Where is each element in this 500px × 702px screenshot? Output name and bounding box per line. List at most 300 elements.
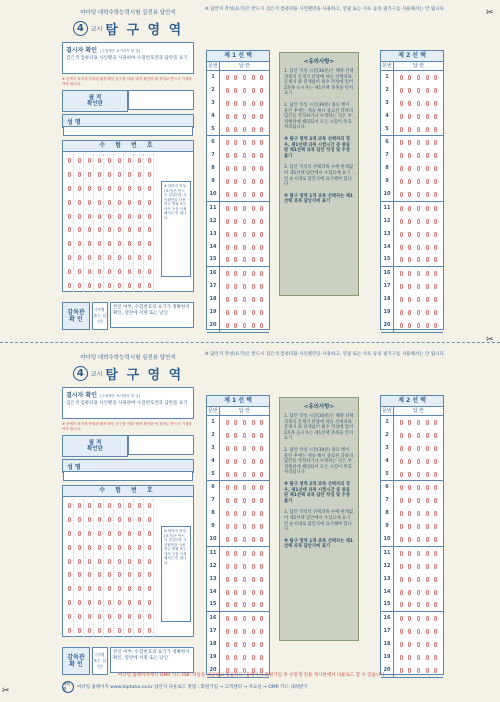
answer-bubble[interactable]: [417, 114, 420, 119]
answer-bubble[interactable]: [226, 101, 229, 106]
answer-bubble[interactable]: [252, 433, 255, 438]
answer-bubble[interactable]: [234, 433, 237, 438]
digit-bubble[interactable]: [128, 269, 131, 274]
digit-bubble[interactable]: [88, 572, 91, 577]
answer-bubble[interactable]: [234, 101, 237, 106]
answer-bubble[interactable]: [400, 485, 403, 490]
digit-bubble[interactable]: [108, 614, 111, 619]
answer-bubble[interactable]: [426, 602, 429, 607]
name-field[interactable]: [62, 114, 194, 128]
answer-bubble[interactable]: [417, 616, 420, 621]
answer-bubble[interactable]: [260, 498, 263, 503]
handwriting-field[interactable]: [128, 435, 194, 455]
digit-bubble[interactable]: [108, 586, 111, 591]
answer-bubble[interactable]: [417, 232, 420, 237]
answer-bubble[interactable]: [260, 297, 263, 302]
digit-bubble[interactable]: [118, 158, 121, 163]
digit-bubble[interactable]: [78, 503, 81, 508]
digit-bubble[interactable]: [68, 600, 71, 605]
digit-bubble[interactable]: [128, 545, 131, 550]
answer-bubble[interactable]: [400, 88, 403, 93]
answer-bubble[interactable]: [434, 551, 437, 556]
answer-bubble[interactable]: [234, 655, 237, 660]
digit-bubble[interactable]: [118, 586, 121, 591]
digit-bubble[interactable]: [98, 628, 101, 633]
answer-bubble[interactable]: [234, 446, 237, 451]
digit-bubble[interactable]: [108, 269, 111, 274]
answer-bubble[interactable]: [226, 88, 229, 93]
answer-bubble[interactable]: [426, 420, 429, 425]
answer-bubble[interactable]: [408, 564, 411, 569]
digit-bubble[interactable]: [78, 172, 81, 177]
supervisor-sign-field[interactable]: (서명 또는 날인): [92, 647, 108, 675]
answer-bubble[interactable]: [417, 433, 420, 438]
answer-bubble[interactable]: [434, 127, 437, 132]
answer-bubble[interactable]: [434, 101, 437, 106]
digit-bubble[interactable]: [68, 172, 71, 177]
digit-bubble[interactable]: [98, 269, 101, 274]
answer-bubble[interactable]: [260, 433, 263, 438]
answer-bubble[interactable]: [417, 219, 420, 224]
answer-bubble[interactable]: [426, 472, 429, 477]
answer-bubble[interactable]: [408, 284, 411, 289]
digit-bubble[interactable]: [78, 158, 81, 163]
answer-bubble[interactable]: [243, 537, 246, 542]
answer-bubble[interactable]: [260, 140, 263, 145]
answer-bubble[interactable]: [408, 101, 411, 106]
answer-bubble[interactable]: [408, 153, 411, 158]
digit-bubble[interactable]: [148, 600, 151, 605]
digit-bubble[interactable]: [88, 600, 91, 605]
answer-bubble[interactable]: [260, 219, 263, 224]
answer-bubble[interactable]: [426, 498, 429, 503]
digit-bubble[interactable]: [98, 559, 101, 564]
answer-bubble[interactable]: [408, 642, 411, 647]
answer-bubble[interactable]: [408, 75, 411, 80]
answer-bubble[interactable]: [234, 537, 237, 542]
answer-bubble[interactable]: [226, 511, 229, 516]
answer-bubble[interactable]: [434, 616, 437, 621]
answer-bubble[interactable]: [400, 616, 403, 621]
answer-bubble[interactable]: [434, 511, 437, 516]
answer-bubble[interactable]: [234, 232, 237, 237]
answer-bubble[interactable]: [260, 564, 263, 569]
answer-bubble[interactable]: [426, 206, 429, 211]
answer-bubble[interactable]: [260, 179, 263, 184]
digit-bubble[interactable]: [148, 586, 151, 591]
digit-bubble[interactable]: [68, 214, 71, 219]
digit-bubble[interactable]: [148, 517, 151, 522]
name-input[interactable]: [63, 471, 193, 481]
digit-bubble[interactable]: [78, 572, 81, 577]
digit-bubble[interactable]: [138, 158, 141, 163]
answer-bubble[interactable]: [252, 297, 255, 302]
digit-bubble[interactable]: [148, 503, 151, 508]
answer-bubble[interactable]: [226, 114, 229, 119]
answer-bubble[interactable]: [252, 140, 255, 145]
answer-bubble[interactable]: [243, 485, 246, 490]
answer-bubble[interactable]: [226, 564, 229, 569]
answer-bubble[interactable]: [434, 485, 437, 490]
answer-bubble[interactable]: [243, 101, 246, 106]
digit-bubble[interactable]: [108, 503, 111, 508]
absentee-confirm-box[interactable]: [62, 42, 194, 74]
answer-bubble[interactable]: [243, 472, 246, 477]
answer-bubble[interactable]: [434, 166, 437, 171]
answer-bubble[interactable]: [226, 590, 229, 595]
answer-bubble[interactable]: [434, 140, 437, 145]
answer-bubble[interactable]: [434, 232, 437, 237]
answer-bubble[interactable]: [243, 459, 246, 464]
answer-bubble[interactable]: [408, 88, 411, 93]
digit-bubble[interactable]: [88, 614, 91, 619]
answer-bubble[interactable]: [400, 433, 403, 438]
answer-bubble[interactable]: [226, 271, 229, 276]
answer-bubble[interactable]: [426, 642, 429, 647]
answer-bubble[interactable]: [426, 127, 429, 132]
supervisor-sign-field[interactable]: (서명 또는 날인): [92, 302, 108, 330]
digit-bubble[interactable]: [88, 158, 91, 163]
answer-bubble[interactable]: [252, 257, 255, 262]
answer-bubble[interactable]: [243, 284, 246, 289]
digit-bubble[interactable]: [148, 628, 151, 633]
answer-bubble[interactable]: [260, 284, 263, 289]
digit-bubble[interactable]: [138, 186, 141, 191]
answer-bubble[interactable]: [226, 420, 229, 425]
answer-bubble[interactable]: [234, 284, 237, 289]
answer-bubble[interactable]: [243, 551, 246, 556]
answer-bubble[interactable]: [400, 219, 403, 224]
answer-bubble[interactable]: [260, 472, 263, 477]
answer-bubble[interactable]: [252, 310, 255, 315]
answer-bubble[interactable]: [252, 245, 255, 250]
answer-bubble[interactable]: [426, 524, 429, 529]
answer-bubble[interactable]: [417, 472, 420, 477]
answer-bubble[interactable]: [252, 88, 255, 93]
answer-bubble[interactable]: [426, 433, 429, 438]
answer-bubble[interactable]: [426, 616, 429, 621]
digit-bubble[interactable]: [128, 614, 131, 619]
answer-bubble[interactable]: [408, 271, 411, 276]
answer-bubble[interactable]: [408, 206, 411, 211]
answer-bubble[interactable]: [417, 245, 420, 250]
answer-bubble[interactable]: [426, 446, 429, 451]
answer-bubble[interactable]: [408, 629, 411, 634]
answer-bubble[interactable]: [260, 127, 263, 132]
digit-bubble[interactable]: [118, 614, 121, 619]
answer-bubble[interactable]: [226, 232, 229, 237]
answer-bubble[interactable]: [434, 446, 437, 451]
answer-bubble[interactable]: [234, 524, 237, 529]
answer-bubble[interactable]: [434, 629, 437, 634]
answer-bubble[interactable]: [260, 192, 263, 197]
digit-bubble[interactable]: [78, 227, 81, 232]
digit-bubble[interactable]: [138, 600, 141, 605]
answer-bubble[interactable]: [243, 257, 246, 262]
digit-bubble[interactable]: [118, 283, 121, 288]
answer-bubble[interactable]: [426, 537, 429, 542]
digit-bubble[interactable]: [118, 628, 121, 633]
answer-bubble[interactable]: [243, 642, 246, 647]
digit-bubble[interactable]: [128, 200, 131, 205]
digit-bubble[interactable]: [78, 214, 81, 219]
answer-bubble[interactable]: [243, 564, 246, 569]
digit-bubble[interactable]: [98, 586, 101, 591]
answer-bubble[interactable]: [260, 323, 263, 328]
answer-bubble[interactable]: [426, 629, 429, 634]
answer-bubble[interactable]: [234, 140, 237, 145]
digit-bubble[interactable]: [108, 600, 111, 605]
digit-bubble[interactable]: [88, 200, 91, 205]
answer-bubble[interactable]: [408, 192, 411, 197]
answer-bubble[interactable]: [408, 577, 411, 582]
answer-bubble[interactable]: [417, 101, 420, 106]
digit-bubble[interactable]: [88, 269, 91, 274]
answer-bubble[interactable]: [234, 323, 237, 328]
answer-bubble[interactable]: [234, 206, 237, 211]
answer-bubble[interactable]: [400, 498, 403, 503]
answer-bubble[interactable]: [426, 140, 429, 145]
answer-bubble[interactable]: [408, 420, 411, 425]
answer-bubble[interactable]: [426, 179, 429, 184]
answer-bubble[interactable]: [260, 485, 263, 490]
digit-bubble[interactable]: [68, 283, 71, 288]
digit-bubble[interactable]: [68, 158, 71, 163]
answer-bubble[interactable]: [400, 420, 403, 425]
answer-bubble[interactable]: [243, 88, 246, 93]
answer-bubble[interactable]: [434, 310, 437, 315]
answer-bubble[interactable]: [234, 192, 237, 197]
answer-bubble[interactable]: [400, 537, 403, 542]
answer-bubble[interactable]: [434, 537, 437, 542]
answer-bubble[interactable]: [408, 602, 411, 607]
digit-bubble[interactable]: [128, 255, 131, 260]
answer-bubble[interactable]: [434, 114, 437, 119]
digit-bubble[interactable]: [118, 559, 121, 564]
answer-bubble[interactable]: [234, 297, 237, 302]
digit-bubble[interactable]: [138, 586, 141, 591]
answer-bubble[interactable]: [400, 75, 403, 80]
digit-bubble[interactable]: [118, 572, 121, 577]
answer-bubble[interactable]: [426, 271, 429, 276]
answer-bubble[interactable]: [243, 206, 246, 211]
digit-bubble[interactable]: [108, 255, 111, 260]
answer-bubble[interactable]: [417, 485, 420, 490]
digit-bubble[interactable]: [118, 214, 121, 219]
answer-bubble[interactable]: [260, 655, 263, 660]
answer-bubble[interactable]: [408, 219, 411, 224]
digit-bubble[interactable]: [118, 241, 121, 246]
digit-bubble[interactable]: [98, 614, 101, 619]
answer-bubble[interactable]: [408, 297, 411, 302]
answer-bubble[interactable]: [434, 323, 437, 328]
answer-bubble[interactable]: [408, 472, 411, 477]
answer-bubble[interactable]: [400, 166, 403, 171]
name-field[interactable]: [62, 459, 194, 473]
answer-bubble[interactable]: [252, 498, 255, 503]
answer-bubble[interactable]: [252, 590, 255, 595]
answer-bubble[interactable]: [226, 166, 229, 171]
answer-bubble[interactable]: [434, 459, 437, 464]
answer-bubble[interactable]: [252, 602, 255, 607]
digit-bubble[interactable]: [148, 283, 151, 288]
answer-bubble[interactable]: [234, 485, 237, 490]
answer-bubble[interactable]: [252, 284, 255, 289]
answer-bubble[interactable]: [400, 446, 403, 451]
answer-bubble[interactable]: [417, 446, 420, 451]
digit-bubble[interactable]: [68, 200, 71, 205]
answer-bubble[interactable]: [260, 420, 263, 425]
digit-bubble[interactable]: [148, 545, 151, 550]
answer-bubble[interactable]: [417, 75, 420, 80]
answer-bubble[interactable]: [426, 551, 429, 556]
digit-bubble[interactable]: [138, 531, 141, 536]
answer-bubble[interactable]: [226, 140, 229, 145]
digit-bubble[interactable]: [128, 227, 131, 232]
answer-bubble[interactable]: [417, 655, 420, 660]
answer-bubble[interactable]: [434, 655, 437, 660]
answer-bubble[interactable]: [400, 524, 403, 529]
answer-bubble[interactable]: [417, 206, 420, 211]
digit-bubble[interactable]: [98, 158, 101, 163]
answer-bubble[interactable]: [400, 140, 403, 145]
answer-bubble[interactable]: [400, 472, 403, 477]
answer-bubble[interactable]: [400, 206, 403, 211]
digit-bubble[interactable]: [138, 200, 141, 205]
answer-bubble[interactable]: [252, 524, 255, 529]
answer-bubble[interactable]: [408, 433, 411, 438]
answer-bubble[interactable]: [426, 564, 429, 569]
digit-bubble[interactable]: [78, 241, 81, 246]
answer-bubble[interactable]: [252, 511, 255, 516]
answer-bubble[interactable]: [243, 114, 246, 119]
answer-bubble[interactable]: [234, 616, 237, 621]
digit-bubble[interactable]: [108, 517, 111, 522]
answer-bubble[interactable]: [252, 75, 255, 80]
answer-bubble[interactable]: [243, 271, 246, 276]
digit-bubble[interactable]: [148, 186, 151, 191]
digit-bubble[interactable]: [68, 503, 71, 508]
answer-bubble[interactable]: [400, 551, 403, 556]
answer-bubble[interactable]: [417, 498, 420, 503]
digit-bubble[interactable]: [98, 200, 101, 205]
digit-bubble[interactable]: [128, 214, 131, 219]
answer-bubble[interactable]: [252, 166, 255, 171]
digit-bubble[interactable]: [78, 283, 81, 288]
digit-bubble[interactable]: [108, 214, 111, 219]
answer-bubble[interactable]: [234, 127, 237, 132]
answer-bubble[interactable]: [226, 577, 229, 582]
digit-bubble[interactable]: [88, 241, 91, 246]
answer-bubble[interactable]: [260, 114, 263, 119]
answer-bubble[interactable]: [400, 192, 403, 197]
answer-bubble[interactable]: [426, 166, 429, 171]
answer-bubble[interactable]: [417, 590, 420, 595]
answer-bubble[interactable]: [434, 219, 437, 224]
digit-bubble[interactable]: [128, 283, 131, 288]
digit-bubble[interactable]: [108, 158, 111, 163]
answer-bubble[interactable]: [417, 629, 420, 634]
answer-bubble[interactable]: [408, 323, 411, 328]
answer-bubble[interactable]: [426, 459, 429, 464]
answer-bubble[interactable]: [426, 577, 429, 582]
digit-bubble[interactable]: [148, 172, 151, 177]
answer-bubble[interactable]: [252, 564, 255, 569]
answer-bubble[interactable]: [400, 590, 403, 595]
digit-bubble[interactable]: [148, 214, 151, 219]
answer-bubble[interactable]: [417, 551, 420, 556]
digit-bubble[interactable]: [88, 517, 91, 522]
answer-bubble[interactable]: [252, 616, 255, 621]
answer-bubble[interactable]: [408, 179, 411, 184]
answer-bubble[interactable]: [243, 602, 246, 607]
digit-bubble[interactable]: [78, 628, 81, 633]
answer-bubble[interactable]: [243, 179, 246, 184]
digit-bubble[interactable]: [108, 186, 111, 191]
digit-bubble[interactable]: [88, 545, 91, 550]
answer-bubble[interactable]: [400, 564, 403, 569]
answer-bubble[interactable]: [252, 192, 255, 197]
answer-bubble[interactable]: [252, 629, 255, 634]
answer-bubble[interactable]: [260, 101, 263, 106]
digit-bubble[interactable]: [148, 255, 151, 260]
answer-bubble[interactable]: [234, 472, 237, 477]
answer-bubble[interactable]: [417, 179, 420, 184]
digit-bubble[interactable]: [138, 241, 141, 246]
digit-bubble[interactable]: [68, 517, 71, 522]
answer-bubble[interactable]: [252, 232, 255, 237]
answer-bubble[interactable]: [434, 498, 437, 503]
digit-bubble[interactable]: [98, 517, 101, 522]
digit-bubble[interactable]: [118, 186, 121, 191]
answer-bubble[interactable]: [400, 323, 403, 328]
digit-bubble[interactable]: [108, 572, 111, 577]
digit-bubble[interactable]: [118, 503, 121, 508]
answer-bubble[interactable]: [417, 642, 420, 647]
answer-bubble[interactable]: [226, 433, 229, 438]
answer-bubble[interactable]: [260, 511, 263, 516]
answer-bubble[interactable]: [426, 114, 429, 119]
answer-bubble[interactable]: [234, 257, 237, 262]
answer-bubble[interactable]: [226, 642, 229, 647]
answer-bubble[interactable]: [226, 75, 229, 80]
digit-bubble[interactable]: [98, 227, 101, 232]
answer-bubble[interactable]: [243, 577, 246, 582]
answer-bubble[interactable]: [226, 498, 229, 503]
answer-bubble[interactable]: [400, 179, 403, 184]
answer-bubble[interactable]: [260, 206, 263, 211]
digit-bubble[interactable]: [138, 214, 141, 219]
answer-bubble[interactable]: [252, 537, 255, 542]
digit-bubble[interactable]: [138, 227, 141, 232]
answer-bubble[interactable]: [243, 323, 246, 328]
answer-bubble[interactable]: [417, 284, 420, 289]
answer-bubble[interactable]: [408, 114, 411, 119]
answer-bubble[interactable]: [434, 271, 437, 276]
digit-bubble[interactable]: [138, 269, 141, 274]
digit-bubble[interactable]: [128, 559, 131, 564]
answer-bubble[interactable]: [426, 284, 429, 289]
answer-bubble[interactable]: [434, 433, 437, 438]
answer-bubble[interactable]: [400, 642, 403, 647]
answer-bubble[interactable]: [417, 271, 420, 276]
digit-bubble[interactable]: [148, 531, 151, 536]
answer-bubble[interactable]: [243, 655, 246, 660]
answer-bubble[interactable]: [252, 472, 255, 477]
answer-bubble[interactable]: [243, 219, 246, 224]
digit-bubble[interactable]: [98, 283, 101, 288]
digit-bubble[interactable]: [108, 531, 111, 536]
